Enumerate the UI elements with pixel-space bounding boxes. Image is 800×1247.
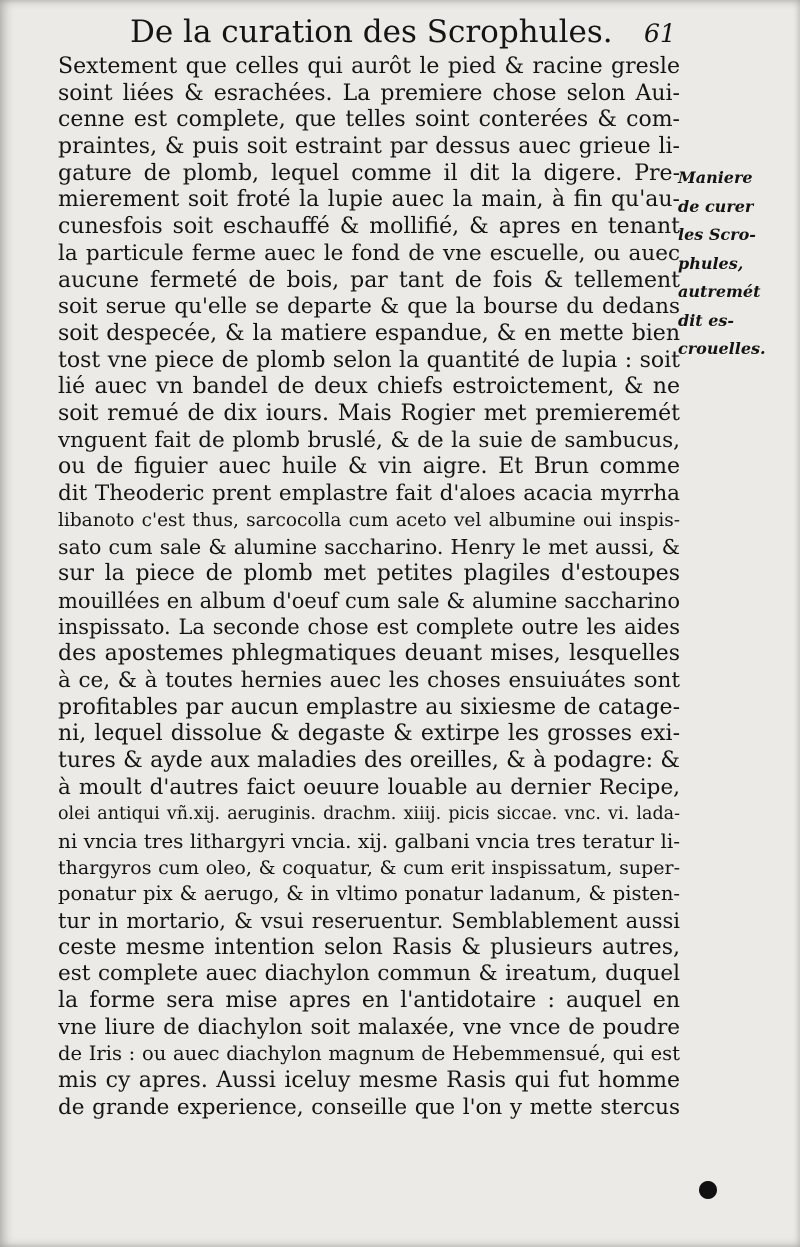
text-line: est complete auec diachylon commun & ireatum, duquel bbox=[58, 961, 680, 987]
text-line: vnguent fait de plomb bruslé, & de la suie de sambucus, bbox=[58, 427, 680, 453]
text-line: cenne est complete, que telles soint conterées & com- bbox=[58, 107, 680, 133]
margin-note-line: phules, bbox=[678, 253, 744, 273]
page-header bbox=[130, 12, 690, 52]
ink-dot-mark bbox=[699, 1181, 717, 1199]
text-line: mis cy apres. Aussi iceluy mesme Rasis qui fut homme bbox=[58, 1068, 680, 1094]
text-line: inspissato. La seconde chose est complete outre les aides bbox=[58, 615, 680, 640]
text-line: sur la piece de plomb met petites plagiles d'estoupes bbox=[58, 561, 680, 587]
text-line: des apostemes phlegmatiques deuant mises, lesquelles bbox=[58, 641, 680, 667]
text-line: cunesfois soit eschauffé & mollifié, & apres en tenant bbox=[58, 214, 680, 240]
text-line: mouillées en album d'oeuf cum sale & alumine saccharino bbox=[58, 588, 680, 613]
text-line: sato cum sale & alumine saccharino. Henry le met aussi, & bbox=[58, 535, 680, 560]
text-line: Sextement que celles qui aurôt le pied & racine gresle bbox=[58, 54, 680, 79]
page-number: 61 bbox=[644, 19, 676, 48]
margin-note-line: dit es- bbox=[678, 310, 735, 330]
text-line: ou de figuier auec huile & vin aigre. Et Brun comme bbox=[58, 454, 680, 480]
text-line: profitables par aucun emplastre au sixiesme de catage- bbox=[58, 694, 680, 720]
text-line: soint liées & esrachées. La premiere chose selon Aui- bbox=[58, 80, 680, 106]
text-line: la particule ferme auec le fond de vne escuelle, ou auec bbox=[58, 240, 680, 266]
margin-note-line: autremét bbox=[678, 282, 761, 301]
margin-note-line: de curer bbox=[678, 196, 754, 216]
margin-note-line: crouelles. bbox=[678, 339, 766, 358]
margin-note-line: Maniere bbox=[678, 168, 753, 187]
text-line: tost vne piece de plomb selon la quantité de lupia : soit bbox=[58, 347, 680, 373]
text-line: de Iris : ou auec diachylon magnum de Hebemmensué, qui est bbox=[58, 1042, 680, 1066]
text-line: tur in mortario, & vsui reseruentur. Semblablement aussi bbox=[58, 909, 680, 933]
text-line: gature de plomb, lequel comme il dit la digere. Pre- bbox=[58, 160, 680, 186]
text-line: mierement soit froté la lupie auec la main, à fin qu'au- bbox=[58, 187, 680, 213]
text-line: vne liure de diachylon soit malaxée, vne vnce de poudre bbox=[58, 1014, 680, 1040]
text-line: ponatur pix & aerugo, & in vltimo ponatur ladanum, & pisten- bbox=[58, 882, 680, 906]
running-title: De la curation des Scrophules. bbox=[130, 14, 613, 50]
text-line: soit remué de dix iours. Mais Rogier met premieremét bbox=[58, 400, 680, 426]
text-line: soit despecée, & la matiere espandue, & en mette bien bbox=[58, 320, 680, 346]
text-line: ni vncia tres lithargyri vncia. xij. galbani vncia tres teratur li- bbox=[58, 828, 680, 853]
text-line: la forme sera mise apres en l'antidotaire : auquel en bbox=[58, 988, 680, 1014]
body-text bbox=[58, 54, 680, 1159]
text-line: ceste mesme intention selon Rasis & plusieurs autres, bbox=[58, 934, 680, 960]
margin-note bbox=[678, 164, 798, 364]
text-line: aucune fermeté de bois, par tant de fois & tellement bbox=[58, 267, 680, 293]
text-line: praintes, & puis soit estraint par dessus auec grieue li- bbox=[58, 134, 680, 160]
text-line: dit Theoderic prent emplastre fait d'aloes acacia myrrha bbox=[58, 481, 680, 506]
text-line: à moult d'autres faict oeuure louable au dernier Recipe, bbox=[58, 774, 680, 800]
text-line: ni, lequel dissolue & degaste & extirpe les grosses exi- bbox=[58, 721, 680, 747]
text-line: libanoto c'est thus, sarcocolla cum aceto vel albumine oui inspis- bbox=[58, 509, 680, 531]
text-line: de grande experience, conseille que l'on y mette stercus bbox=[58, 1094, 680, 1120]
text-line: à ce, & à toutes hernies auec les choses ensuiuátes sont bbox=[58, 667, 680, 693]
text-line: olei antiqui vñ.xij. aeruginis. drachm. xiiij. picis siccae. vnc. vi. lada- bbox=[58, 804, 680, 825]
text-line: thargyros cum oleo, & coquatur, & cum erit inspissatum, super- bbox=[58, 856, 680, 879]
text-line: soit serue qu'elle se departe & que la bourse du dedans bbox=[58, 294, 680, 320]
margin-note-line: les Scro- bbox=[678, 225, 756, 244]
text-line: tures & ayde aux maladies des oreilles, & à podagre: & bbox=[58, 747, 680, 773]
text-line: lié auec vn bandel de deux chiefs estroictement, & ne bbox=[58, 374, 680, 400]
